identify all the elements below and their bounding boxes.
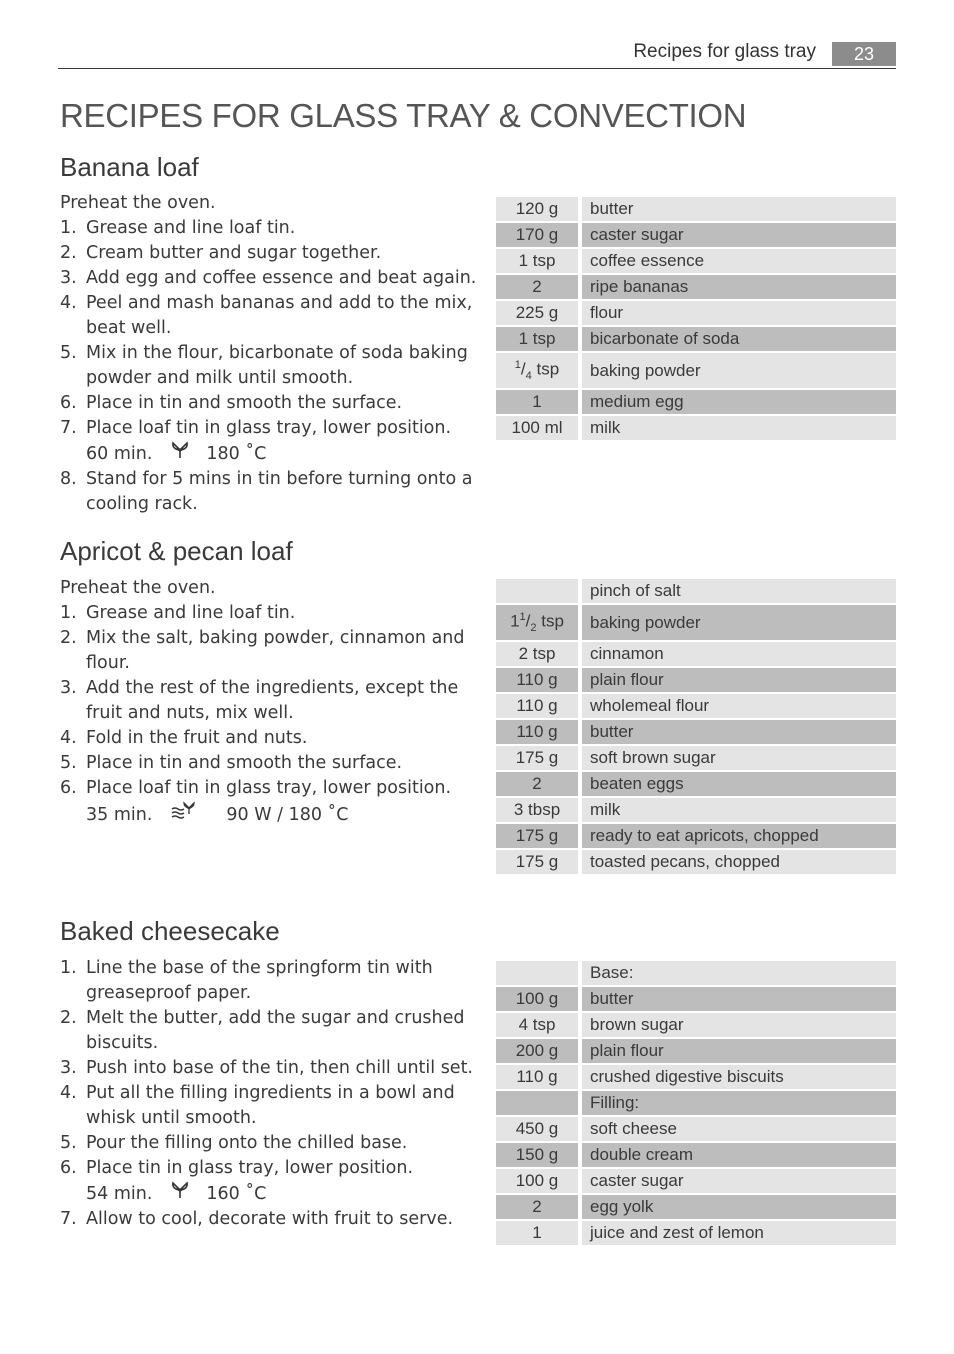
cooking-setting <box>86 1181 490 1207</box>
table-row: 1 tsp coffee essence <box>496 249 896 273</box>
table-row: 225 g flour <box>496 301 896 325</box>
method-step: 4. Fold in the fruit and nuts. <box>60 728 308 748</box>
method-intro: Preheat the oven. <box>60 193 216 213</box>
setting-temperature: 160 ˚C <box>206 1184 267 1204</box>
method-apricot-pecan-loaf <box>60 576 490 829</box>
method-step: 1. Grease and line loaf tin. <box>60 218 296 238</box>
method-step: 7. Place loaf tin in glass tray, lower position. 60 min. 180 ˚C <box>60 416 490 467</box>
table-row: 110 g plain flour <box>496 668 896 692</box>
method-step: 4. Peel and mash bananas and add to the mix, beat well. <box>60 293 473 338</box>
table-row: $1^1/_2$ tsp baking powder <box>496 605 896 640</box>
page-number: 23 <box>832 42 896 66</box>
method-baked-cheesecake <box>60 956 490 1232</box>
table-row: Filling: <box>496 1091 896 1115</box>
table-row: 2 beaten eggs <box>496 772 896 796</box>
table-row: 120 g butter <box>496 197 896 221</box>
table-row: 3 tbsp milk <box>496 798 896 822</box>
method-step: 2. Melt the butter, add the sugar and crushed biscuits. <box>60 1008 465 1053</box>
table-row: 100 g butter <box>496 987 896 1011</box>
ingredients-table-baked-cheesecake <box>496 959 896 1247</box>
table-row: 110 g butter <box>496 720 896 744</box>
table-row: Base: <box>496 961 896 985</box>
cooking-setting <box>86 801 490 829</box>
table-row: $^1/_4$ tsp baking powder <box>496 353 896 388</box>
method-step: 3. Add the rest of the ingredients, except the fruit and nuts, mix well. <box>60 678 459 723</box>
method-steps <box>60 216 490 517</box>
header-rule <box>58 68 896 69</box>
method-step: 3. Push into base of the tin, then chill until set. <box>60 1058 473 1078</box>
method-step: 5. Pour the filling onto the chilled base. <box>60 1133 408 1153</box>
table-row: 450 g soft cheese <box>496 1117 896 1141</box>
table-row: 1 medium egg <box>496 390 896 414</box>
table-row: 175 g toasted pecans, chopped <box>496 850 896 874</box>
method-step: 4. Put all the filling ingredients in a bowl and whisk until smooth. <box>60 1083 455 1128</box>
running-header: Recipes for glass tray <box>633 41 816 62</box>
recipe-title-banana-loaf: Banana loaf <box>60 152 199 182</box>
setting-time: 60 min. <box>86 444 153 464</box>
method-step: 3. Add egg and coffee essence and beat again. <box>60 268 477 288</box>
cooking-setting <box>86 441 490 467</box>
method-steps <box>60 956 490 1232</box>
fan-icon <box>170 441 190 467</box>
method-intro: Preheat the oven. <box>60 578 216 598</box>
table-row: 2 ripe bananas <box>496 275 896 299</box>
table-row: 150 g double cream <box>496 1143 896 1167</box>
table-row: 2 egg yolk <box>496 1195 896 1219</box>
microwave-fan-combi-icon <box>170 801 196 829</box>
ingredients-table-banana-loaf <box>496 195 896 442</box>
table-row: 1 juice and zest of lemon <box>496 1221 896 1245</box>
setting-power-temperature: 90 W / 180 ˚C <box>226 805 349 825</box>
ingredients-table-apricot-pecan-loaf <box>496 577 896 876</box>
table-row: 2 tsp cinnamon <box>496 642 896 666</box>
method-step: 6. Place in tin and smooth the surface. <box>60 393 403 413</box>
method-step: 2. Mix the salt, baking powder, cinnamon and flour. <box>60 628 465 673</box>
table-row: 110 g wholemeal flour <box>496 694 896 718</box>
method-step: 8. Stand for 5 mins in tin before turning onto a cooling rack. <box>60 469 473 514</box>
table-row: 175 g soft brown sugar <box>496 746 896 770</box>
method-step: 6. Place loaf tin in glass tray, lower position. 35 min. 90 W / 180 ˚C <box>60 776 490 829</box>
method-step: 1. Line the base of the springform tin with greaseproof paper. <box>60 958 433 1003</box>
table-row: 100 g caster sugar <box>496 1169 896 1193</box>
table-row: 170 g caster sugar <box>496 223 896 247</box>
table-row: 200 g plain flour <box>496 1039 896 1063</box>
table-row: 110 g crushed digestive biscuits <box>496 1065 896 1089</box>
table-row: 1 tsp bicarbonate of soda <box>496 327 896 351</box>
recipe-title-baked-cheesecake: Baked cheesecake <box>60 916 280 946</box>
recipe-title-apricot-pecan-loaf: Apricot & pecan loaf <box>60 536 293 566</box>
setting-time: 35 min. <box>86 805 153 825</box>
method-step: 2. Cream butter and sugar together. <box>60 243 382 263</box>
method-banana-loaf <box>60 191 490 517</box>
table-row: 4 tsp brown sugar <box>496 1013 896 1037</box>
method-steps <box>60 601 490 829</box>
method-step: 1. Grease and line loaf tin. <box>60 603 296 623</box>
page-title: RECIPES FOR GLASS TRAY & CONVECTION <box>60 97 747 134</box>
setting-time: 54 min. <box>86 1184 153 1204</box>
method-step: 5. Mix in the flour, bicarbonate of soda baking powder and milk until smooth. <box>60 343 468 388</box>
method-step: 6. Place tin in glass tray, lower position. 54 min. 160 ˚C <box>60 1156 490 1207</box>
fan-icon <box>170 1181 190 1207</box>
table-row: pinch of salt <box>496 579 896 603</box>
method-step: 5. Place in tin and smooth the surface. <box>60 753 403 773</box>
table-row: 175 g ready to eat apricots, chopped <box>496 824 896 848</box>
setting-temperature: 180 ˚C <box>206 444 267 464</box>
table-row: 100 ml milk <box>496 416 896 440</box>
method-step: 7. Allow to cool, decorate with fruit to serve. <box>60 1209 454 1229</box>
